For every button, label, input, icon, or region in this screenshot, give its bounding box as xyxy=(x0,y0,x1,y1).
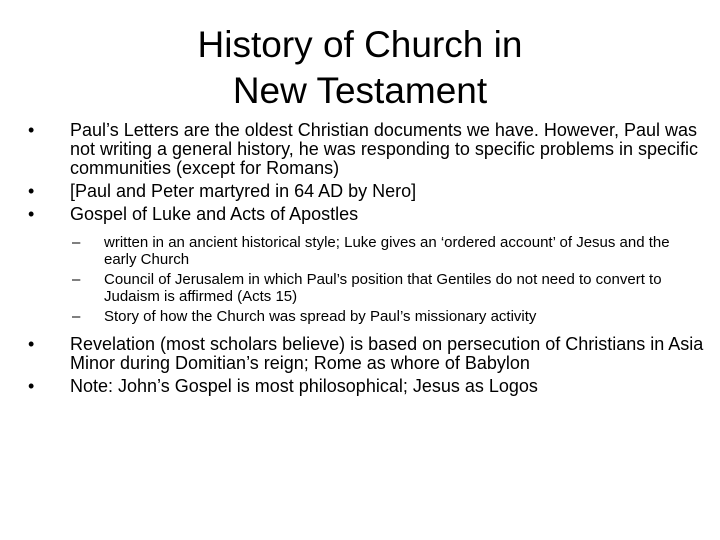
bullet-marker: • xyxy=(28,204,35,224)
bullet-marker: • xyxy=(28,120,35,140)
sub-bullet-text: written in an ancient historical style; Luke gives an ‘ordered account’ of Jesus and the early Church xyxy=(104,234,670,268)
bullet-marker: • xyxy=(28,334,35,354)
bullet-item xyxy=(26,205,706,224)
title-line-2: New Testament xyxy=(232,70,488,111)
bullet-text: Paul’s Letters are the oldest Christian documents we have. However, Paul was not writing a general history, he was responding to specific problems in specific communities (except for Romans) xyxy=(70,120,698,178)
bullet-item xyxy=(26,182,706,201)
bullet-marker: • xyxy=(28,376,35,396)
sub-bullet-marker: – xyxy=(72,271,81,288)
bullet-item xyxy=(26,335,706,373)
bullet-marker: • xyxy=(28,181,35,201)
bullet-text: Gospel of Luke and Acts of Apostles xyxy=(70,204,359,224)
sub-bullet-text: Story of how the Church was spread by Paul’s missionary activity xyxy=(104,308,537,325)
sub-bullet-marker: – xyxy=(72,308,81,325)
bullet-item xyxy=(26,377,706,396)
bullet-text: Revelation (most scholars believe) is based on persecution of Christians in Asia Minor during Domitian’s reign; Rome as whore of Babylon xyxy=(70,334,704,373)
bullet-item xyxy=(26,121,706,178)
title-line-1: History of Church in xyxy=(197,24,523,65)
sub-bullet-list xyxy=(26,234,706,325)
bullet-text: [Paul and Peter martyred in 64 AD by Nero] xyxy=(70,181,417,201)
sub-bullet-item xyxy=(26,234,706,268)
slide-body xyxy=(26,121,706,400)
bullet-text: Note: John’s Gospel is most philosophical; Jesus as Logos xyxy=(70,376,538,396)
sub-bullet-marker: – xyxy=(72,234,81,251)
sub-bullet-item xyxy=(26,308,706,325)
slide-title xyxy=(0,22,720,114)
sub-bullet-text: Council of Jerusalem in which Paul’s position that Gentiles do not need to convert to Judaism is affirmed (Acts 15) xyxy=(104,271,662,305)
sub-bullet-item xyxy=(26,271,706,305)
